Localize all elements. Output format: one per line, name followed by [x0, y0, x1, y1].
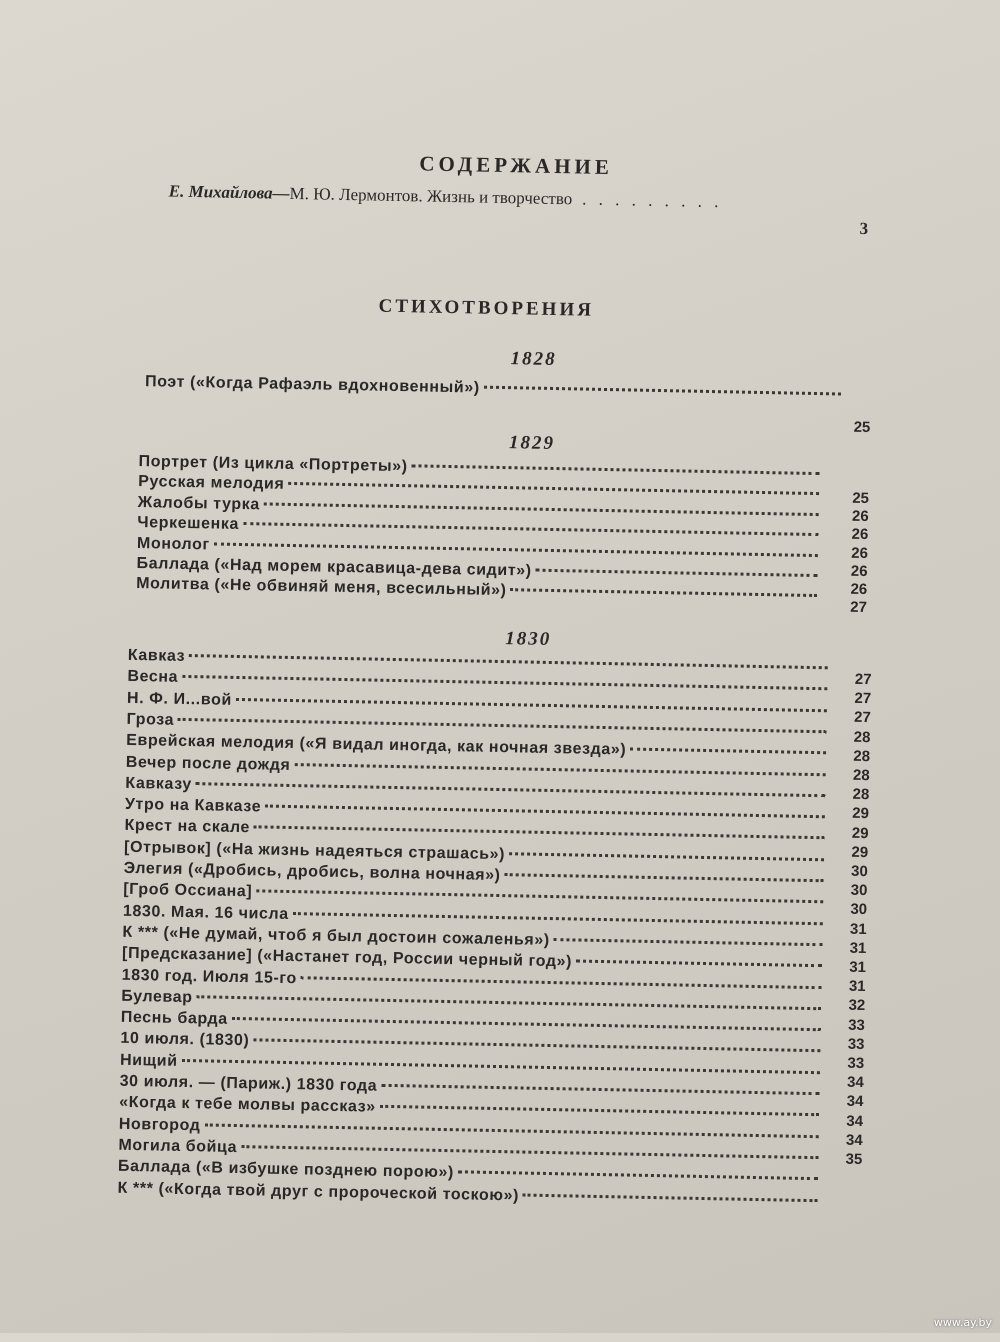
leader-dots — [630, 748, 826, 755]
intro-title: М. Ю. Лермонтов. Жизнь и творчество — [289, 183, 573, 209]
entry-title: Вечер после дождя — [125, 753, 291, 774]
entry-title: К *** («Не думай, чтоб я был достоин сожаленья») — [122, 923, 550, 949]
entry-title: Булевар — [121, 987, 193, 1006]
entry-title: «Когда к тебе молвы рассказ» — [119, 1094, 376, 1116]
entry-title: Жалобы турка — [137, 493, 260, 514]
leader-dots — [189, 654, 828, 669]
leader-dots — [554, 938, 823, 946]
entry-title: 10 июля. (1830) — [120, 1030, 250, 1050]
page-number: 34 — [846, 1093, 864, 1111]
entry-title: [Предсказание] («Настанет год, России черный год») — [121, 944, 573, 971]
page-number: 30 — [850, 862, 868, 881]
leader-dots — [511, 589, 818, 598]
leader-dots — [293, 912, 823, 925]
entry-title: 1830. Мая. 16 числа — [122, 902, 289, 923]
toc-entry — [145, 373, 845, 406]
entry-title: Песнь барда — [120, 1008, 228, 1028]
page-number: 31 — [849, 939, 867, 957]
page-number: 27 — [854, 670, 872, 689]
page-number: 26 — [850, 562, 868, 580]
leader-dots — [412, 464, 820, 475]
entry-title: Новгород — [118, 1115, 201, 1134]
leader-dots — [288, 482, 819, 495]
entry-title: 1830 год. Июля 15-го — [121, 966, 297, 987]
entry-title: К *** («Когда твой друг с пророческой тоскою») — [117, 1179, 520, 1204]
page-number: 31 — [848, 977, 866, 996]
leader-dots — [380, 1105, 819, 1116]
entry-title: Нищий — [119, 1051, 178, 1070]
page-number: 28 — [852, 785, 870, 804]
page-number: 28 — [853, 747, 871, 765]
entry-title: Портрет (Из цикла «Портреты») — [138, 453, 408, 476]
page-number: 26 — [850, 580, 868, 599]
page-number: 35 — [845, 1150, 863, 1169]
entry-title: [Гроб Оссиана] — [123, 881, 253, 901]
entry-title: Крест на скале — [124, 817, 251, 837]
page-number: 34 — [846, 1073, 864, 1092]
page-number: 34 — [845, 1131, 863, 1149]
leader-dots — [381, 1084, 819, 1095]
page-number: 33 — [847, 1054, 865, 1073]
page-number: 26 — [851, 544, 869, 562]
section-title: СТИХОТВОРЕНИЯ — [378, 295, 595, 321]
page-number: 27 — [854, 690, 872, 708]
entry-title: Кавказ — [127, 646, 186, 665]
leader-dots — [458, 1170, 818, 1180]
intro-entry — [168, 180, 869, 241]
page-number: 29 — [851, 824, 869, 842]
entry-title: Еврейская мелодия («Я видал иногда, как ночная звезда») — [126, 732, 627, 759]
page-number: 25 — [852, 489, 870, 508]
page-number: 31 — [849, 920, 867, 938]
page-number: 28 — [853, 728, 871, 746]
entry-title: Весна — [127, 668, 179, 687]
year-heading: 1830 — [505, 628, 552, 650]
leader-dots — [576, 960, 822, 968]
entry-title: Молитва («Не обвиняй меня, всесильный») — [136, 575, 507, 600]
leader-dots — [484, 386, 841, 396]
leader-dots — [301, 976, 822, 989]
leader-dots — [294, 763, 825, 776]
entry-title: Монолог — [136, 534, 210, 553]
page-number: 30 — [850, 901, 868, 919]
page-number: 26 — [851, 507, 869, 526]
entry-title: Черкешенка — [137, 514, 240, 534]
year-heading: 1829 — [508, 432, 556, 455]
page-number: 26 — [851, 526, 869, 544]
entry-title: Гроза — [126, 710, 175, 729]
entry-title: Н. Ф. И...вой — [126, 689, 233, 709]
leader-dots — [536, 569, 818, 577]
page-number: 27 — [850, 598, 868, 617]
leader-dots — [254, 826, 824, 840]
entry-title: Могила бойца — [118, 1136, 238, 1156]
intro-page-number: 3 — [859, 218, 869, 238]
page-number: 25 — [853, 418, 871, 437]
leader-dots — [523, 1193, 818, 1202]
watermark: www.ay.by — [933, 1316, 992, 1329]
entry-title: [Отрывок] («На жизнь надеяться страшась») — [123, 838, 506, 863]
page-number: 33 — [848, 1016, 866, 1034]
page-number: 34 — [846, 1112, 864, 1130]
leader-dots: . . . . . . . . . — [582, 189, 723, 212]
leader-dots — [265, 805, 825, 819]
leader-dots — [505, 873, 824, 882]
page-number: 29 — [851, 843, 869, 861]
page-number: 33 — [847, 1035, 865, 1053]
page-number: 27 — [853, 709, 871, 727]
entry-title: Элегия («Дробись, дробись, волна ночная») — [123, 859, 501, 885]
page-number: 28 — [852, 766, 870, 785]
entry-title: Баллада («В избушке позднею порою») — [117, 1157, 455, 1182]
intro-author: Е. Михайлова— — [168, 181, 290, 203]
page-number: 32 — [848, 997, 866, 1015]
entry-title: Русская мелодия — [137, 473, 285, 494]
page-number: 31 — [849, 958, 867, 977]
entry-title: Баллада («Над морем красавица-дева сидит») — [136, 555, 532, 580]
leader-dots — [256, 890, 823, 904]
page-number: 29 — [852, 805, 870, 823]
leader-dots — [253, 1039, 820, 1053]
leader-dots — [509, 852, 824, 861]
entry-title: Кавказу — [125, 774, 192, 793]
entry-title: Поэт («Когда Рафаэль вдохновенный») — [144, 373, 480, 397]
entry-title: 30 июля. — (Париж.) 1830 года — [119, 1072, 378, 1095]
entry-title: Утро на Кавказе — [124, 795, 262, 816]
page-number: 30 — [850, 881, 868, 900]
year-heading: 1828 — [510, 348, 557, 371]
page-title: СОДЕРЖАНИЕ — [419, 151, 614, 180]
